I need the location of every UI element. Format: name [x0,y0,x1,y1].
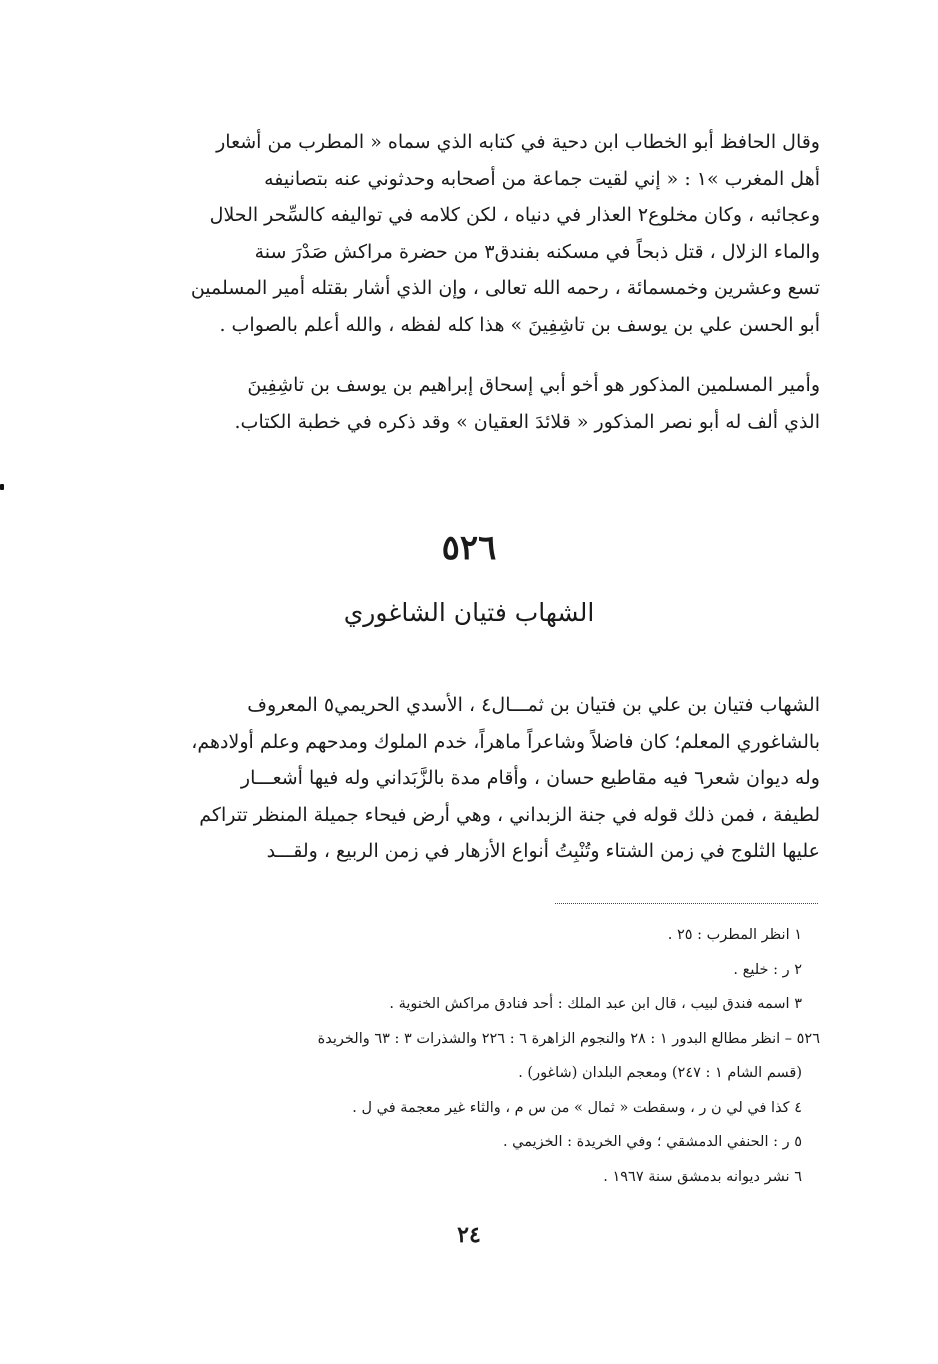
footnote: ١ انظر المطرب : ٢٥ . [667,927,802,943]
paragraph-line: الذي ألف له أبو نصر المذكور « قلائدَ العقيان » وقد ذكره في خطبة الكتاب. [234,410,820,433]
paragraph-line: أبو الحسن علي بن يوسف بن تاشِفِينَ » هذا كله لفظه ، والله أعلم بالصواب . [219,313,820,336]
paragraph-line: وأمير المسلمين المذكور هو أخو أبي إسحاق إبراهيم بن يوسف بن تاشِفِينَ [247,374,820,396]
paragraph-line: بالشاغوري المعلم؛ كان فاضلاً وشاعراً ماهراً، خدم الملوك ومدحهم وعلم أولادهم، [191,730,820,753]
footnotes [118,918,820,1194]
footnote: ٤ كذا في لي ن ر ، وسقطت « ثمال » من س م ، والثاء غير معجمة في ل . [352,1099,802,1116]
footnote: ٦ نشر ديوانه بدمشق سنة ١٩٦٧ . [603,1168,802,1185]
scan-mark [0,484,4,490]
paragraph-line: وعجائبه ، وكان مخلوع٢ العذار في دنياه ، لكن كلامه في تواليفه كالسِّحر الحلال [209,204,820,226]
entry-number: ٥٢٦ [441,528,497,568]
paragraph-line: أهل المغرب »١ : « إني لقيت جماعة من أصحابه وحدثوني عنه بتصانيفه [264,167,820,190]
paragraph-1 [118,124,820,343]
paragraph-line: تسع وعشرين وخمسمائة ، رحمه الله تعالى ، وإن الذي أشار بقتله أمير المسلمين [190,277,820,299]
footnote-divider [555,903,818,904]
footnote: ٥ ر : الحنفي الدمشقي ؛ وفي الخريدة : الخزيمي . [502,1134,802,1150]
paragraph-line: وقال الحافظ أبو الخطاب ابن دحية في كتابه الذي سماه « المطرب من أشعار [216,131,820,153]
footnote: ٥٢٦ – انظر مطالع البدور ١ : ٢٨ والنجوم الزاهرة ٦ : ٢٢٦ والشذرات ٣ : ٦٣ والخريدة [317,1030,820,1047]
paragraph-line: لطيفة ، فمن ذلك قوله في جنة الزبداني ، وهي أرض فيحاء جميلة المنظر تتراكم [199,803,820,826]
paragraph-line: والماء الزلال ، قتل ذبحاً في مسكنه بفندق٣ من حضرة مراكش صَدْرَ سنة [254,240,820,263]
footnote: ٣ اسمه فندق لبيب ، قال ابن عبد الملك : أحد فنادق مراكش الخنوية . [389,996,802,1012]
paragraph-3 [118,687,820,870]
page-number: ٢٤ [457,1222,481,1248]
paragraph-line: الشهاب فتيان بن علي بن فتيان بن ثمـــال٤ ، الأسدي الحريمي٥ المعروف [247,694,820,716]
entry-title: الشهاب فتيان الشاغوري [343,598,595,627]
paragraph-2 [118,367,820,440]
paragraph-line: وله ديوان شعر٦ فيه مقاطيع حسان ، وأقام مدة بالزَّبَداني وله فيها أشعـــار [240,767,820,789]
paragraph-line: عليها الثلوج في زمن الشتاء وتُنْبِتُ أنواع الأزهار في زمن الربيع ، ولقـــد [266,840,820,862]
footnote: ٢ ر : خليع . [733,961,802,978]
footnote: (قسم الشام ١ : ٢٤٧) ومعجم البلدان (شاغور) . [518,1065,802,1081]
